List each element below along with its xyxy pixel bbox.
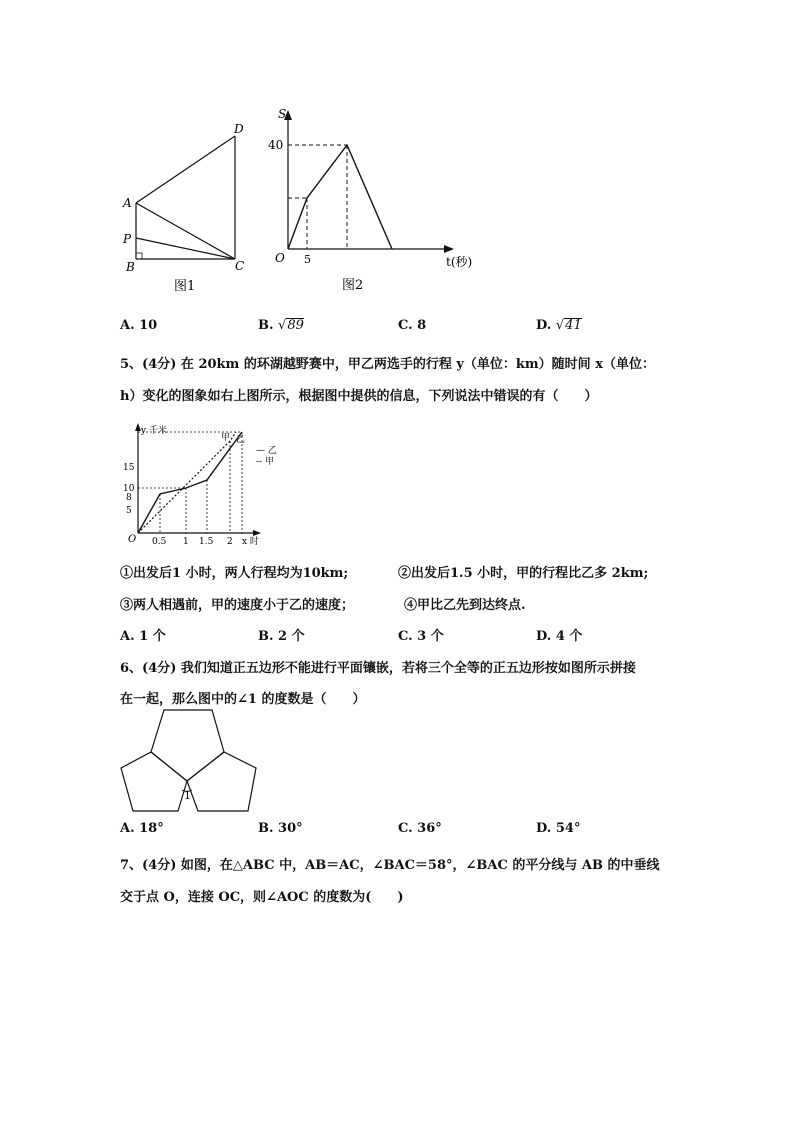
q7-line-1: 7、(4分) 如图，在△ABC 中，AB＝AC，∠BAC＝58°，∠BAC 的平分线与 AB 的中垂线	[120, 858, 660, 873]
fig2-y-label: S	[278, 107, 287, 121]
figure-1-caption: 图1	[174, 279, 196, 294]
q5-chart	[118, 420, 298, 548]
q5-statement-1: ①出发后1 小时，两人行程均为10km;	[120, 566, 349, 581]
q5-y-tick-8: 8	[126, 493, 132, 503]
q6-option-c[interactable]: C. 36°	[398, 821, 442, 836]
figure-1	[118, 118, 258, 294]
q6-pentagons-figure	[118, 706, 268, 814]
q4-option-b-radicand: 89	[287, 318, 304, 333]
q5-label-yi: 乙	[236, 435, 246, 445]
q5-y-tick-5: 5	[126, 506, 132, 516]
q5-x-tick-2: 2	[227, 537, 233, 547]
q4-option-b[interactable]	[258, 318, 304, 333]
q6-options	[120, 821, 680, 841]
q7-line-2: 交于点 O，连接 OC，则∠AOC 的度数为( )	[120, 890, 404, 905]
q5-option-b[interactable]: B. 2 个	[258, 629, 305, 644]
q5-option-a[interactable]: A. 1 个	[120, 629, 166, 644]
q4-option-d-label: D.	[536, 318, 552, 333]
q4-options	[120, 318, 680, 338]
q5-x-label: x 时	[242, 537, 259, 547]
fig2-tick-40: 40	[268, 138, 284, 152]
sqrt-sign: √	[278, 318, 287, 333]
q5-line-2: h）变化的图象如右上图所示，根据图中提供的信息，下列说法中错误的有（ ）	[120, 389, 598, 404]
q4-option-a[interactable]: A. 10	[120, 318, 158, 333]
sqrt-sign: √	[555, 318, 565, 333]
q6-option-b[interactable]: B. 30°	[258, 821, 303, 836]
label-P: P	[123, 232, 132, 246]
q5-option-c[interactable]: C. 3 个	[398, 629, 444, 644]
q5-x-tick-0.5: 0.5	[152, 537, 167, 547]
q6-option-d[interactable]: D. 54°	[536, 821, 581, 836]
q5-origin: O	[128, 534, 137, 545]
figure-2-caption: 图2	[342, 278, 364, 293]
q6-angle-1-label: 1	[184, 789, 191, 802]
q6-line-2: 在一起，那么图中的∠1 的度数是（ ）	[120, 692, 366, 707]
q5-x-tick-1.5: 1.5	[199, 537, 214, 547]
q5-x-tick-1: 1	[183, 537, 189, 547]
label-C: C	[235, 259, 245, 273]
q5-statement-2: ②出发后1.5 小时，甲的行程比乙多 2km;	[398, 566, 649, 581]
label-A: A	[123, 196, 132, 210]
q6-option-a[interactable]: A. 18°	[120, 821, 164, 836]
q5-line-1: 5、(4分) 在 20km 的环湖越野赛中，甲乙两选手的行程 y（单位：km）随时间 x（单位：	[120, 357, 655, 372]
q5-option-d[interactable]: D. 4 个	[536, 629, 583, 644]
figure-2	[262, 104, 492, 294]
q5-legend-yi: — 乙	[256, 446, 277, 456]
q5-label-jia: 甲	[221, 433, 231, 443]
q5-options	[120, 625, 680, 645]
fig2-tick-5: 5	[304, 253, 311, 266]
q4-option-b-label: B.	[258, 318, 274, 333]
q4-option-d[interactable]	[536, 318, 582, 333]
q5-y-tick-10: 10	[123, 484, 135, 494]
q4-option-d-radicand: 41	[565, 318, 582, 333]
label-D: D	[234, 122, 244, 136]
fig2-x-label: t(秒)	[446, 255, 473, 269]
q4-option-c[interactable]: C. 8	[398, 318, 427, 333]
fig2-origin: O	[275, 251, 285, 265]
q5-y-label: y 千米	[141, 426, 167, 436]
q6-line-1: 6、(4分) 我们知道正五边形不能进行平面镶嵌，若将三个全等的正五边形按如图所示拼接	[120, 661, 636, 676]
q5-y-tick-15: 15	[123, 463, 135, 473]
q5-statement-3: ③两人相遇前，甲的速度小于乙的速度；	[120, 598, 355, 613]
q5-legend-jia: -- 甲	[256, 457, 274, 467]
label-B: B	[126, 260, 135, 274]
q5-statement-4: ④甲比乙先到达终点.	[404, 598, 526, 613]
